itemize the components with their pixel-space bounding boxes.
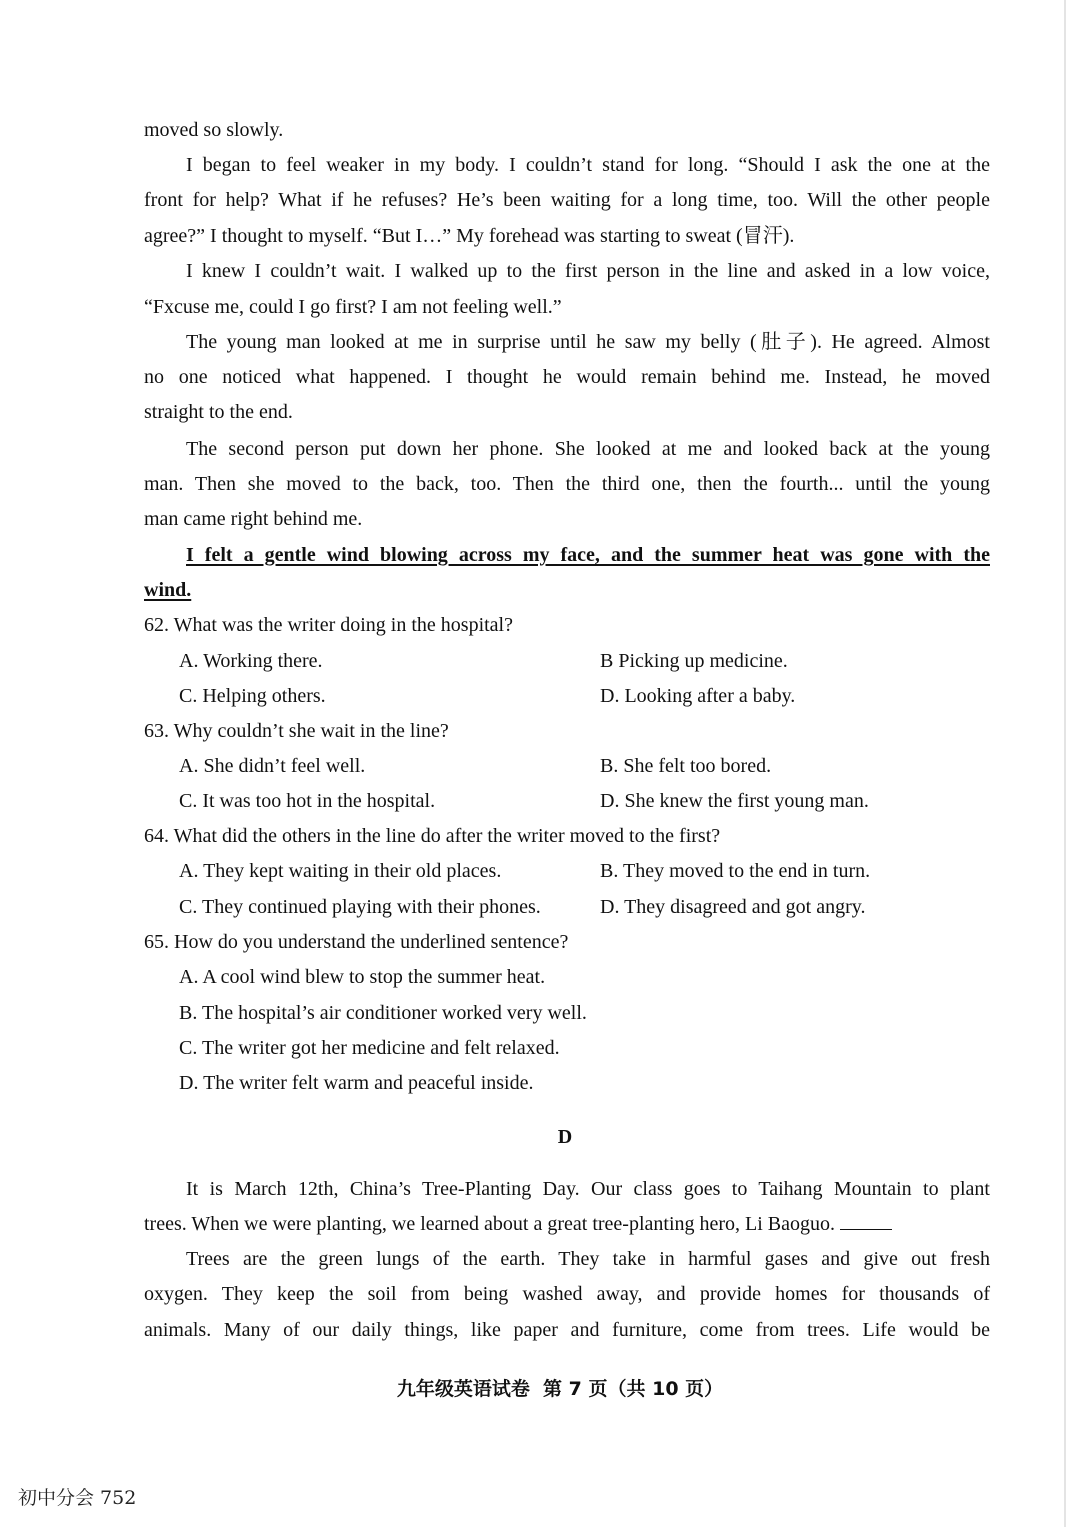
question-64: 64. What did the others in the line do after the writer moved to the first? (144, 825, 721, 847)
passage-d-line-text: trees. When we were planting, we learned about a great tree-planting hero, Li Baoguo. (144, 1213, 836, 1235)
passage-line: man. Then she moved to the back, too. Then the third one, then the fourth... until the young (144, 473, 990, 495)
q62-option-c: C. Helping others. (179, 685, 326, 707)
passage-d-line-with-blank (144, 1211, 892, 1236)
question-62: 62. What was the writer doing in the hospital? (144, 614, 513, 636)
q65-option-c: C. The writer got her medicine and felt relaxed. (179, 1037, 560, 1059)
q63-option-b: B. She felt too bored. (600, 755, 772, 777)
q62-option-a: A. Working there. (179, 650, 323, 672)
underlined-sentence: I felt a gentle wind blowing across my face, and the summer heat was gone with the (186, 544, 990, 566)
watermark-text: 初中分会 752 (18, 1487, 137, 1509)
section-title: D (557, 1126, 573, 1148)
passage-line: I began to feel weaker in my body. I couldn’t stand for long. “Should I ask the one at the (186, 154, 990, 176)
passage-line: I knew I couldn’t wait. I walked up to the first person in the line and asked in a low voice, (186, 260, 990, 282)
passage-line: man came right behind me. (144, 508, 363, 530)
passage-line: moved so slowly. (144, 119, 284, 141)
q64-option-a: A. They kept waiting in their old places. (179, 860, 502, 882)
q63-option-c: C. It was too hot in the hospital. (179, 790, 436, 812)
q64-option-c: C. They continued playing with their phones. (179, 896, 541, 918)
underlined-sentence-end: wind. (144, 579, 192, 601)
page-footer: 九年级英语试卷 第 7 页（共 10 页） (396, 1378, 724, 1400)
q63-option-a: A. She didn’t feel well. (179, 755, 366, 777)
q65-option-a: A. A cool wind blew to stop the summer heat. (179, 966, 546, 988)
passage-d-line: oxygen. They keep the soil from being washed away, and provide homes for thousands of (144, 1283, 990, 1305)
passage-d-line: It is March 12th, China’s Tree-Planting Day. Our class goes to Taihang Mountain to plant (186, 1178, 990, 1200)
page-edge (1064, 0, 1066, 1527)
passage-line: no one noticed what happened. I thought he would remain behind me. Instead, he moved (144, 366, 990, 388)
passage-line: straight to the end. (144, 401, 293, 423)
q62-option-b: B Picking up medicine. (600, 650, 788, 672)
q64-option-d: D. They disagreed and got angry. (600, 896, 866, 918)
passage-d-line: Trees are the green lungs of the earth. They take in harmful gases and give out fresh (186, 1248, 990, 1270)
passage-d-line: animals. Many of our daily things, like paper and furniture, come from trees. Life would be (144, 1319, 990, 1341)
q65-option-b: B. The hospital’s air conditioner worked very well. (179, 1002, 587, 1024)
question-65: 65. How do you understand the underlined sentence? (144, 931, 569, 953)
passage-line: front for help? What if he refuses? He’s been waiting for a long time, too. Will the other people (144, 189, 990, 211)
q65-option-d: D. The writer felt warm and peaceful inside. (179, 1072, 534, 1094)
question-63: 63. Why couldn’t she wait in the line? (144, 720, 449, 742)
q63-option-d: D. She knew the first young man. (600, 790, 869, 812)
q64-option-b: B. They moved to the end in turn. (600, 860, 871, 882)
q62-option-d: D. Looking after a baby. (600, 685, 796, 707)
answer-blank (840, 1211, 892, 1230)
passage-line: The second person put down her phone. She looked at me and looked back at the young (186, 438, 990, 460)
passage-line: agree?” I thought to myself. “But I…” My forehead was starting to sweat (冒汗). (144, 225, 795, 247)
passage-line: “Fxcuse me, could I go first? I am not feeling well.” (144, 296, 562, 318)
passage-line: The young man looked at me in surprise until he saw my belly (肚子). He agreed. Almost (186, 331, 990, 353)
